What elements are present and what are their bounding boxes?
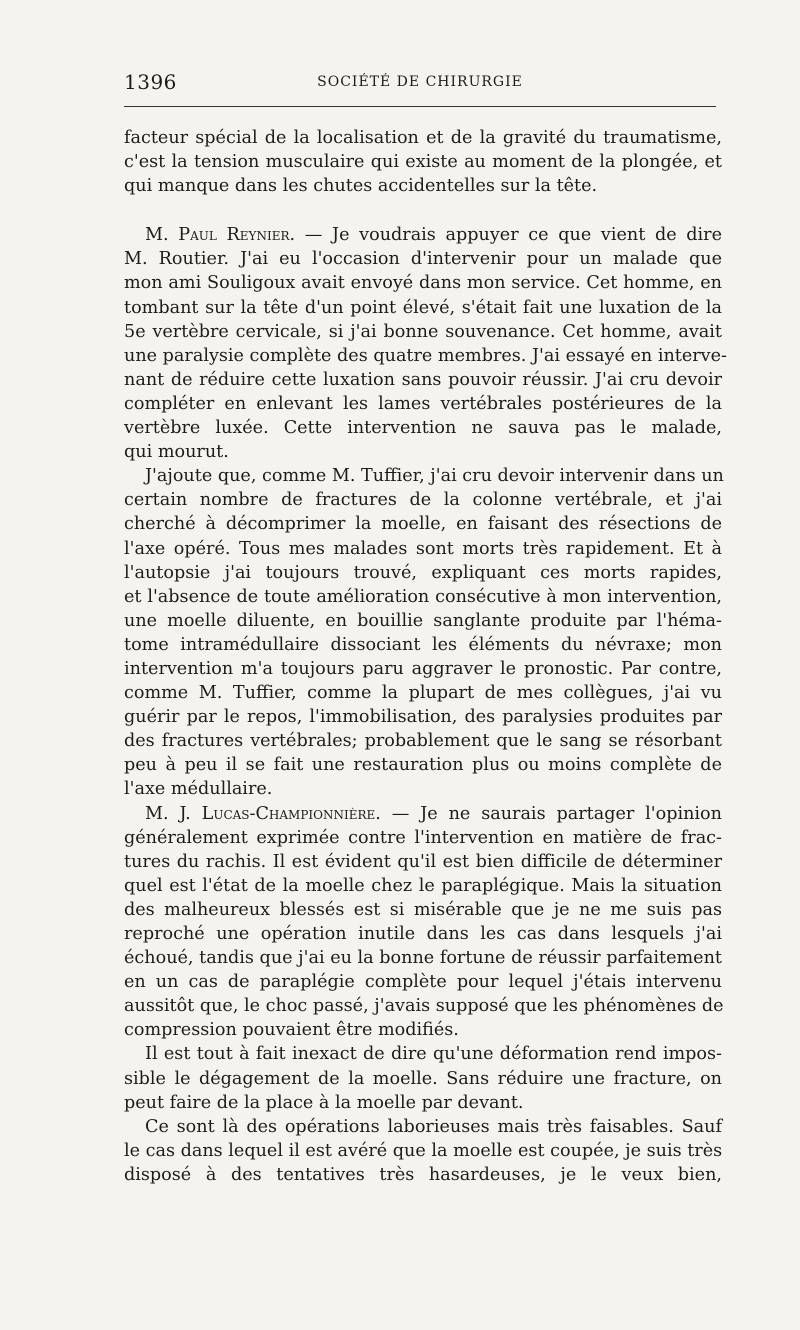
body-text: [124, 126, 727, 1187]
text-line: peut faire de la place à la moelle par devant.: [124, 1092, 524, 1113]
header-rule: [124, 106, 716, 107]
text-line: vertèbre luxée. Cette intervention ne sauva pas le malade,: [124, 418, 722, 439]
text-line: l'autopsie j'ai toujours trouvé, expliquant ces morts rapides,: [124, 562, 722, 583]
text-line: généralement exprimée contre l'intervention en matière de frac-: [124, 827, 722, 848]
text-line: Il est tout à fait inexact de dire qu'une déformation rend impos-: [145, 1044, 722, 1065]
text-line: guérir par le repos, l'immobilisation, des paralysies produites par: [124, 707, 722, 728]
text-line: peu à peu il se fait une restauration plus ou moins complète de: [124, 755, 722, 776]
text-line: aussitôt que, le choc passé, j'avais supposé que les phénomènes de: [124, 996, 724, 1017]
page-number: 1396: [124, 70, 177, 94]
text-line: l'axe médullaire.: [124, 779, 273, 800]
text-line: tombant sur la tête d'un point élevé, s'était fait une luxation de la: [124, 297, 722, 318]
page-header: [124, 70, 716, 98]
text-line: nant de réduire cette luxation sans pouvoir réussir. J'ai cru devoir: [124, 369, 722, 390]
text-line: le cas dans lequel il est avéré que la moelle est coupée, je suis très: [124, 1140, 723, 1161]
speaker-name: M. Paul Reynier.: [145, 225, 296, 246]
paragraph: [124, 223, 727, 464]
text-line: [124, 802, 722, 826]
text-line: en un cas de paraplégie complète pour lequel j'étais intervenu: [124, 972, 722, 993]
paragraph-gap: [124, 198, 722, 223]
text-line: tures du rachis. Il est évident qu'il est bien difficile de déterminer: [124, 851, 722, 872]
paragraph: [124, 1115, 722, 1187]
text-line: intervention m'a toujours paru aggraver le pronostic. Par contre,: [124, 658, 722, 679]
paragraph: [124, 1042, 722, 1114]
text-line: sible le dégagement de la moelle. Sans réduire une fracture, on: [124, 1068, 722, 1089]
text-run: — Je ne saurais partager l'opinion: [380, 803, 722, 824]
text-line: 5e vertèbre cervicale, si j'ai bonne souvenance. Cet homme, avait: [124, 321, 722, 342]
text-line: mon ami Souligoux avait envoyé dans mon service. Cet homme, en: [124, 273, 722, 294]
running-head: SOCIÉTÉ DE CHIRURGIE: [317, 74, 523, 90]
text-line: [124, 223, 722, 247]
speaker-name: M. J. Lucas-Championnière.: [145, 803, 381, 824]
text-line: certain nombre de fractures de la colonne vertébrale, et j'ai: [124, 490, 722, 511]
text-line: des malheureux blessés est si misérable que je ne me suis pas: [124, 899, 722, 920]
text-line: M. Routier. J'ai eu l'occasion d'intervenir pour un malade que: [124, 249, 722, 270]
text-line: des fractures vertébrales; probablement que le sang se résorbant: [124, 731, 722, 752]
text-line: reproché une opération inutile dans les cas dans lesquels j'ai: [124, 924, 722, 944]
text-line: une moelle diluente, en bouillie sanglante produite par l'héma-: [124, 610, 722, 631]
text-line: facteur spécial de la localisation et de la gravité du traumatisme,: [124, 128, 722, 148]
text-line: compression pouvaient être modifiés.: [124, 1020, 459, 1041]
text-line: comme M. Tuffier, comme la plupart de mes collègues, j'ai vu: [124, 683, 722, 704]
text-line: J'ajoute que, comme M. Tuffier, j'ai cru devoir intervenir dans un: [145, 466, 724, 487]
text-line: qui manque dans les chutes accidentelles sur la tête.: [124, 176, 598, 197]
text-line: qui mourut.: [124, 442, 229, 463]
text-line: échoué, tandis que j'ai eu la bonne fortune de réussir parfaitement: [124, 948, 722, 969]
paragraph: [124, 802, 722, 1043]
text-line: et l'absence de toute amélioration consécutive à mon intervention,: [124, 586, 722, 607]
text-line: compléter en enlevant les lames vertébrales postérieures de la: [124, 393, 722, 414]
text-line: l'axe opéré. Tous mes malades sont morts très rapidement. Et à: [124, 538, 722, 559]
paragraph: [124, 464, 722, 801]
text-line: cherché à décomprimer la moelle, en faisant des résections de: [124, 514, 722, 535]
paragraph: [124, 126, 722, 198]
text-line: tome intramédullaire dissociant les éléments du névraxe; mon: [124, 634, 722, 655]
text-line: une paralysie complète des quatre membres. J'ai essayé en interve-: [124, 345, 727, 366]
text-line: Ce sont là des opérations laborieuses mais très faisables. Sauf: [145, 1116, 722, 1137]
text-line: disposé à des tentatives très hasardeuses, je le veux bien,: [124, 1164, 722, 1185]
text-line: quel est l'état de la moelle chez le paraplégique. Mais la situation: [124, 875, 722, 896]
text-run: — Je voudrais appuyer ce que vient de dire: [295, 225, 722, 246]
text-line: c'est la tension musculaire qui existe au moment de la plongée, et: [124, 152, 722, 173]
